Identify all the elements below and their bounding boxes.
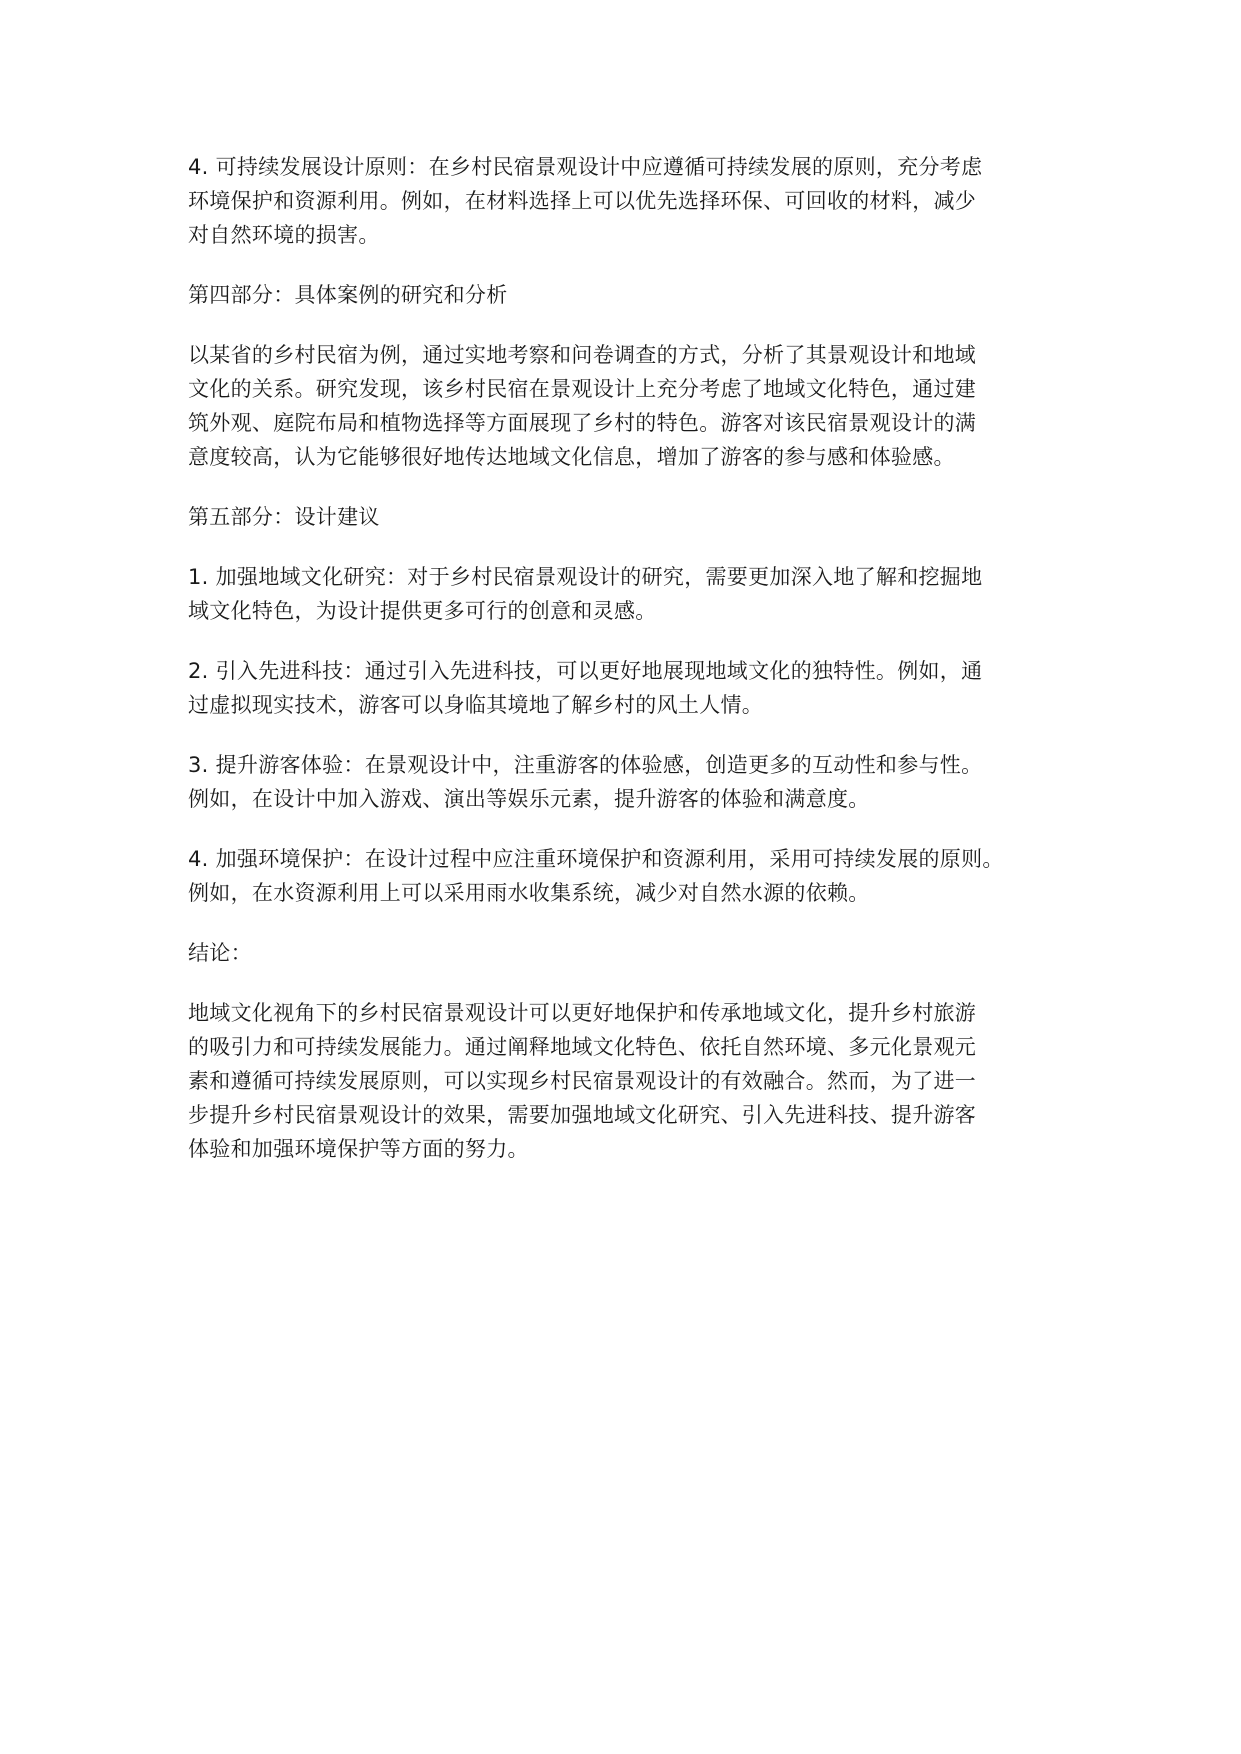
text-line: 体验和加强环境保护等方面的努力。 bbox=[188, 1137, 529, 1161]
section-heading-conclusion bbox=[188, 936, 1068, 970]
section-heading-part-five bbox=[188, 500, 1068, 534]
heading-text: 第四部分：具体案例的研究和分析 bbox=[188, 283, 508, 307]
text-line: 的吸引力和可持续发展能力。通过阐释地域文化特色、依托自然环境、多元化景观元 bbox=[188, 1035, 977, 1059]
paragraph-suggestion-3 bbox=[188, 748, 1068, 816]
text-line: 素和遵循可持续发展原则，可以实现乡村民宿景观设计的有效融合。然而，为了进一 bbox=[188, 1069, 977, 1093]
text-line: 意度较高，认为它能够很好地传达地域文化信息，增加了游客的参与感和体验感。 bbox=[188, 445, 955, 469]
text-line: 步提升乡村民宿景观设计的效果，需要加强地域文化研究、引入先进科技、提升游客 bbox=[188, 1103, 977, 1127]
text-line: 3. 提升游客体验：在景观设计中，注重游客的体验感，创造更多的互动性和参与性。 bbox=[188, 753, 983, 777]
text-line: 地域文化视角下的乡村民宿景观设计可以更好地保护和传承地域文化，提升乡村旅游 bbox=[188, 1001, 977, 1025]
text-line: 以某省的乡村民宿为例，通过实地考察和问卷调查的方式，分析了其景观设计和地域 bbox=[188, 343, 977, 367]
text-line: 筑外观、庭院布局和植物选择等方面展现了乡村的特色。游客对该民宿景观设计的满 bbox=[188, 411, 977, 435]
text-line: 环境保护和资源利用。例如，在材料选择上可以优先选择环保、可回收的材料，减少 bbox=[188, 189, 977, 213]
paragraph-suggestion-2 bbox=[188, 654, 1068, 722]
paragraph-sustainable-principle bbox=[188, 150, 1068, 252]
heading-text: 结论： bbox=[188, 941, 252, 965]
text-line: 域文化特色，为设计提供更多可行的创意和灵感。 bbox=[188, 599, 657, 623]
text-line: 2. 引入先进科技：通过引入先进科技，可以更好地展现地域文化的独特性。例如，通 bbox=[188, 659, 983, 683]
text-line: 过虚拟现实技术，游客可以身临其境地了解乡村的风土人情。 bbox=[188, 693, 764, 717]
text-line: 4. 加强环境保护：在设计过程中应注重环境保护和资源利用，采用可持续发展的原则。 bbox=[188, 847, 1004, 871]
heading-text: 第五部分：设计建议 bbox=[188, 505, 380, 529]
text-line: 例如，在设计中加入游戏、演出等娱乐元素，提升游客的体验和满意度。 bbox=[188, 787, 870, 811]
paragraph-suggestion-4 bbox=[188, 842, 1068, 910]
text-line: 对自然环境的损害。 bbox=[188, 223, 380, 247]
paragraph-conclusion bbox=[188, 996, 1068, 1166]
text-line: 例如，在水资源利用上可以采用雨水收集系统，减少对自然水源的依赖。 bbox=[188, 881, 870, 905]
text-line: 文化的关系。研究发现，该乡村民宿在景观设计上充分考虑了地域文化特色，通过建 bbox=[188, 377, 977, 401]
text-line: 1. 加强地域文化研究：对于乡村民宿景观设计的研究，需要更加深入地了解和挖掘地 bbox=[188, 565, 983, 589]
paragraph-case-study bbox=[188, 338, 1068, 474]
document-page bbox=[188, 150, 1068, 1192]
text-line: 4. 可持续发展设计原则：在乡村民宿景观设计中应遵循可持续发展的原则，充分考虑 bbox=[188, 155, 983, 179]
section-heading-part-four bbox=[188, 278, 1068, 312]
paragraph-suggestion-1 bbox=[188, 560, 1068, 628]
